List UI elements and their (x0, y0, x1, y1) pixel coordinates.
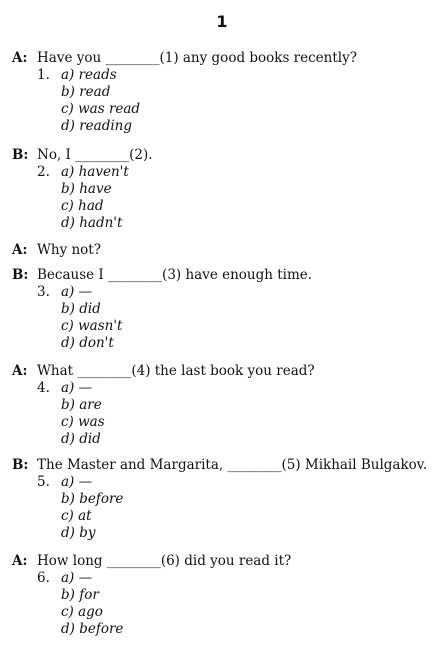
question-number: 6. (37, 570, 50, 586)
answer-option: a) — (61, 570, 93, 586)
answer-option: c) ago (61, 604, 103, 620)
answer-option: c) at (61, 508, 92, 524)
speaker-label: A: (12, 553, 28, 569)
answer-option: a) — (61, 380, 93, 396)
dialogue-text: Have you ________(1) any good books recently? (37, 50, 357, 66)
answer-option: b) before (61, 491, 124, 507)
answer-option: d) by (61, 525, 96, 541)
answer-option: a) — (61, 474, 93, 490)
dialogue-text: What ________(4) the last book you read? (37, 363, 315, 379)
dialogue-text: How long ________(6) did you read it? (37, 553, 292, 569)
answer-option: c) wasn't (61, 318, 123, 334)
answer-option: d) reading (61, 118, 132, 134)
answer-option: a) haven't (61, 164, 129, 180)
dialogue-item-1 (12, 50, 432, 135)
question-number: 4. (37, 380, 50, 396)
dialogue-text: The Master and Margarita, ________(5) Mikhail Bulgakov. (37, 457, 428, 473)
dialogue-item-2 (12, 147, 432, 232)
question-number: 2. (37, 164, 50, 180)
dialogue-item-4 (12, 267, 432, 352)
answer-option: d) did (61, 431, 101, 447)
dialogue-item-6 (12, 457, 432, 542)
speaker-label: A: (12, 242, 28, 258)
answer-option: c) was read (61, 101, 141, 117)
answer-option: d) before (61, 621, 124, 637)
answer-option: b) did (61, 301, 101, 317)
page-number: 1 (216, 12, 228, 31)
dialogue-item-3 (12, 242, 432, 259)
answer-option: c) had (61, 198, 104, 214)
answer-option: b) read (61, 84, 111, 100)
dialogue-text: Why not? (37, 242, 101, 258)
speaker-label: B: (12, 147, 29, 163)
question-number: 1. (37, 67, 50, 83)
speaker-label: A: (12, 363, 28, 379)
question-number: 5. (37, 474, 50, 490)
dialogue-text: Because I ________(3) have enough time. (37, 267, 313, 283)
speaker-label: A: (12, 50, 28, 66)
answer-option: b) are (61, 397, 102, 413)
speaker-label: B: (12, 457, 29, 473)
dialogue-text: No, I ________(2). (37, 147, 153, 163)
question-number: 3. (37, 284, 50, 300)
answer-option: b) for (61, 587, 99, 603)
answer-option: d) hadn't (61, 215, 123, 231)
answer-option: d) don't (61, 335, 114, 351)
answer-option: a) reads (61, 67, 117, 83)
answer-option: a) — (61, 284, 93, 300)
dialogue-item-5 (12, 363, 432, 448)
dialogue-item-7 (12, 553, 432, 638)
answer-option: c) was (61, 414, 105, 430)
answer-option: b) have (61, 181, 112, 197)
speaker-label: B: (12, 267, 29, 283)
